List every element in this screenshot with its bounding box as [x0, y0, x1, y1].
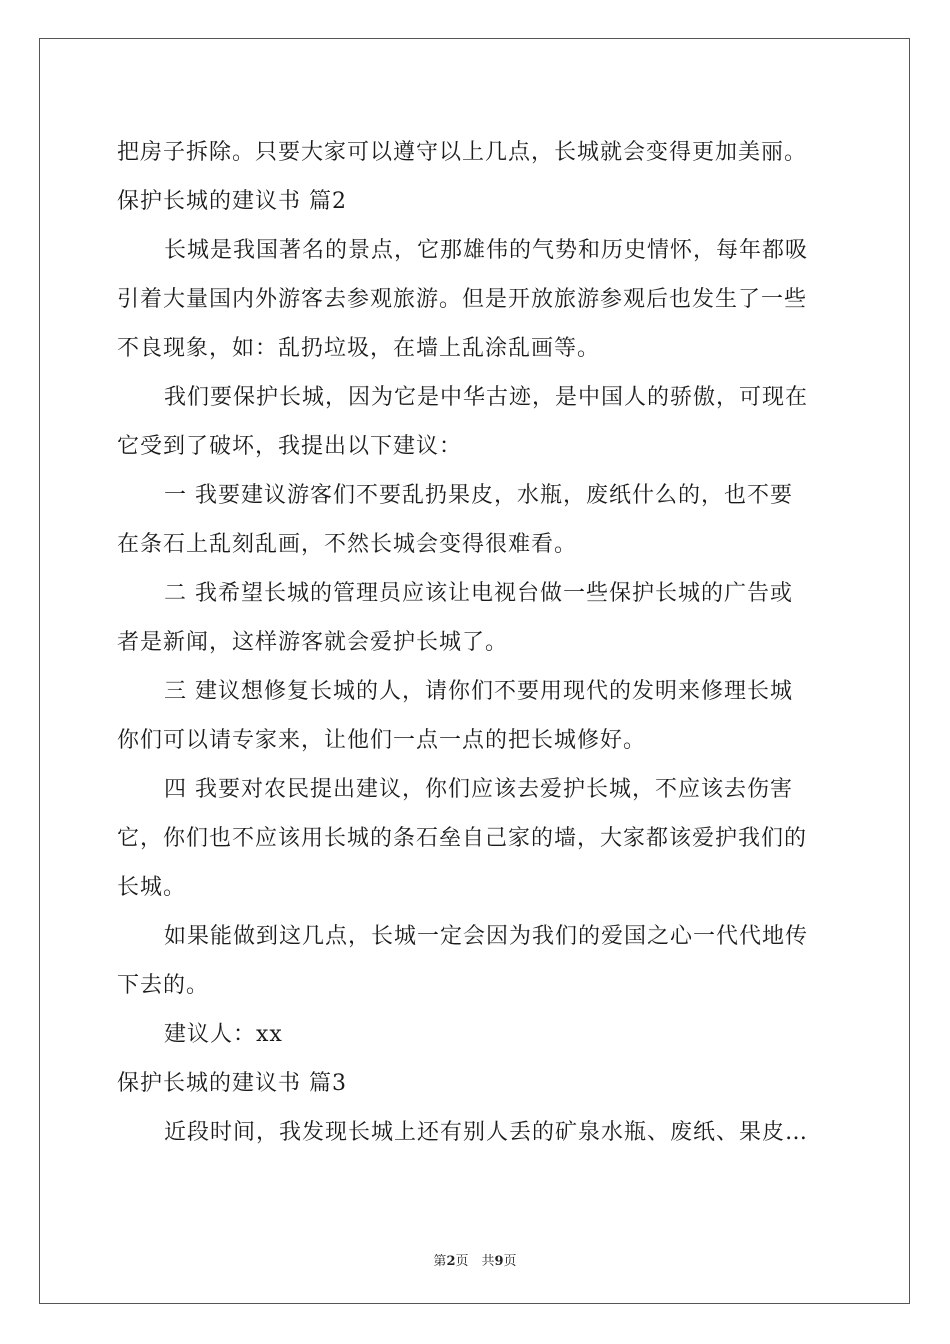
signature-line: 建议人：xx [164, 1022, 283, 1047]
section-heading: 保护长城的建议书 篇3 [117, 1071, 347, 1096]
paragraph-line: 二 我希望长城的管理员应该让电视台做一些保护长城的广告或 [164, 581, 793, 606]
paragraph-line: 者是新闻，这样游客就会爱护长城了。 [117, 630, 509, 655]
paragraph-line: 下去的。 [117, 973, 210, 998]
document-body [117, 128, 837, 1157]
paragraph-line: 近段时间，我发现长城上还有别人丢的矿泉水瓶、废纸、果皮… [164, 1120, 809, 1145]
paragraph-line: 一 我要建议游客们不要乱扔果皮，水瓶，废纸什么的，也不要 [164, 483, 793, 508]
paragraph-line: 在条石上乱刻乱画，不然长城会变得很难看。 [117, 532, 578, 557]
paragraph-line: 长城是我国著名的景点，它那雄伟的气势和历史情怀，每年都吸 [164, 238, 809, 263]
paragraph-line: 引着大量国内外游客去参观旅游。但是开放旅游参观后也发生了一些 [117, 287, 808, 312]
paragraph-line: 它，你们也不应该用长城的条石垒自己家的墙，大家都该爱护我们的 [117, 826, 808, 851]
paragraph-line: 四 我要对农民提出建议，你们应该去爱护长城，不应该去伤害 [164, 777, 793, 802]
paragraph-line: 三 建议想修复长城的人，请你们不要用现代的发明来修理长城 [164, 679, 793, 704]
page-label-mid: 页 共 [455, 1254, 495, 1269]
paragraph-line: 不良现象，如：乱扔垃圾，在墙上乱涂乱画等。 [117, 336, 601, 361]
page-label-prefix: 第 [433, 1254, 447, 1269]
paragraph-line: 它受到了破坏，我提出以下建议： [117, 434, 463, 459]
section-heading: 保护长城的建议书 篇2 [117, 189, 347, 214]
page-footer [0, 1250, 950, 1269]
page-label-suffix: 页 [503, 1254, 517, 1269]
paragraph-line: 我们要保护长城，因为它是中华古迹，是中国人的骄傲，可现在 [164, 385, 809, 410]
total-page-number: 9 [494, 1254, 504, 1269]
current-page-number: 2 [446, 1254, 456, 1269]
paragraph-line: 如果能做到这几点，长城一定会因为我们的爱国之心一代代地传 [164, 924, 809, 949]
paragraph-line: 长城。 [117, 875, 187, 900]
paragraph-line: 你们可以请专家来，让他们一点一点的把长城修好。 [117, 728, 647, 753]
paragraph-line: 把房子拆除。只要大家可以遵守以上几点，长城就会变得更加美丽。 [117, 140, 808, 165]
